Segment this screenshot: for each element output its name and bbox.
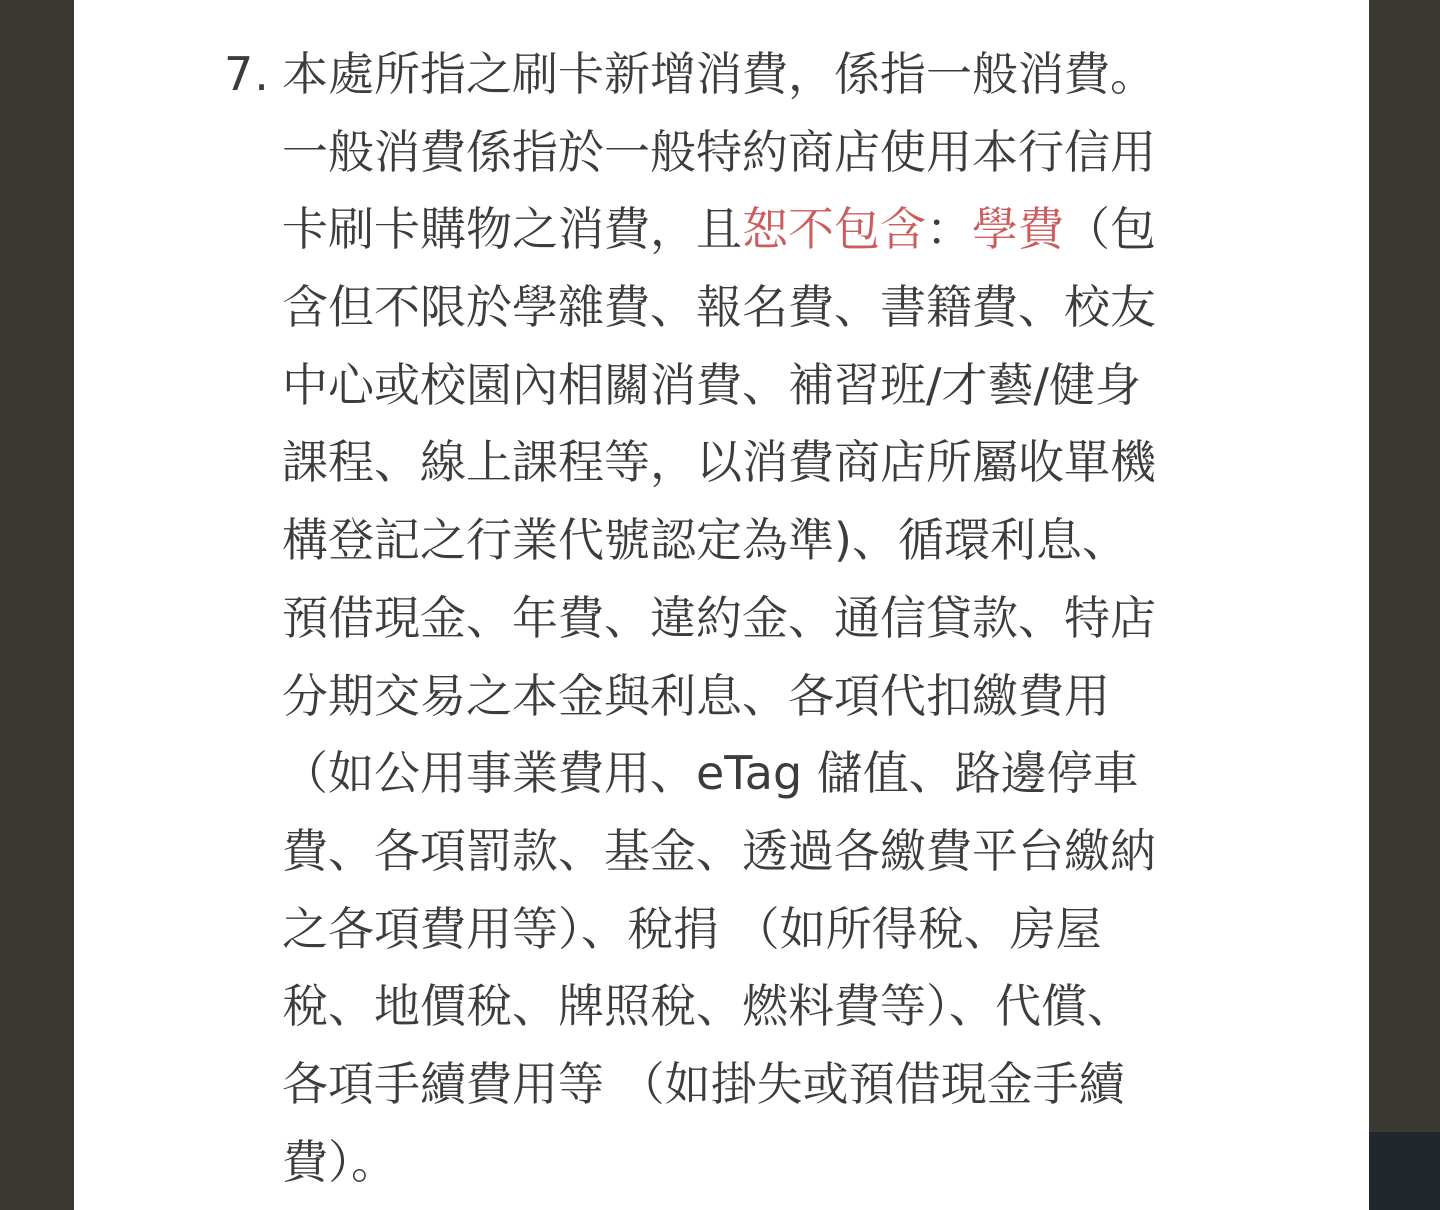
text-line: 分期交易之本金與利息、各項代扣繳費用: [282, 668, 1110, 723]
exclusion-highlight: 恕不包含: [742, 202, 926, 257]
right-gutter-panel: [1369, 1132, 1440, 1210]
text-line: （如公用事業費用、eTag 儲值、路邊停車: [282, 746, 1139, 801]
text-line: 之各項費用等）、稅捐 （如所得稅、房屋: [282, 901, 1102, 956]
text-line: 一般消費係指於一般特約商店使用本行信用: [282, 124, 1156, 179]
colon: ：: [926, 202, 972, 257]
text-line: 各項手續費用等 （如掛失或預借現金手續: [282, 1056, 1125, 1111]
line-prefix: 卡刷卡購物之消費，且: [282, 202, 742, 257]
right-gutter: [1369, 0, 1440, 1210]
text-line: 費、各項罰款、基金、透過各繳費平台繳納: [282, 823, 1156, 878]
text-line: 預借現金、年費、違約金、通信貸款、特店: [282, 590, 1156, 645]
item-body: [282, 36, 1222, 1201]
text-line: 中心或校園內相關消費、補習班/才藝/健身: [282, 357, 1141, 412]
text-line: 稅、地價稅、牌照稅、燃料費等）、代償、: [282, 979, 1133, 1034]
line-suffix: （包: [1064, 202, 1156, 257]
text-line-highlighted: [282, 191, 1222, 269]
left-gutter: [0, 0, 74, 1210]
text-line: 費）。: [282, 1134, 397, 1189]
item-number: 7.: [224, 47, 270, 101]
text-line: 本處所指之刷卡新增消費，係指一般消費。: [282, 47, 1156, 101]
text-line: 構登記之行業代號認定為準)、循環利息、: [282, 513, 1128, 568]
tuition-highlight: 學費: [972, 202, 1064, 257]
text-line: 含但不限於學雜費、報名費、書籍費、校友: [282, 280, 1156, 335]
document-sheet: [74, 0, 1369, 1210]
text-line: 課程、線上課程等，以消費商店所屬收單機: [282, 435, 1156, 490]
